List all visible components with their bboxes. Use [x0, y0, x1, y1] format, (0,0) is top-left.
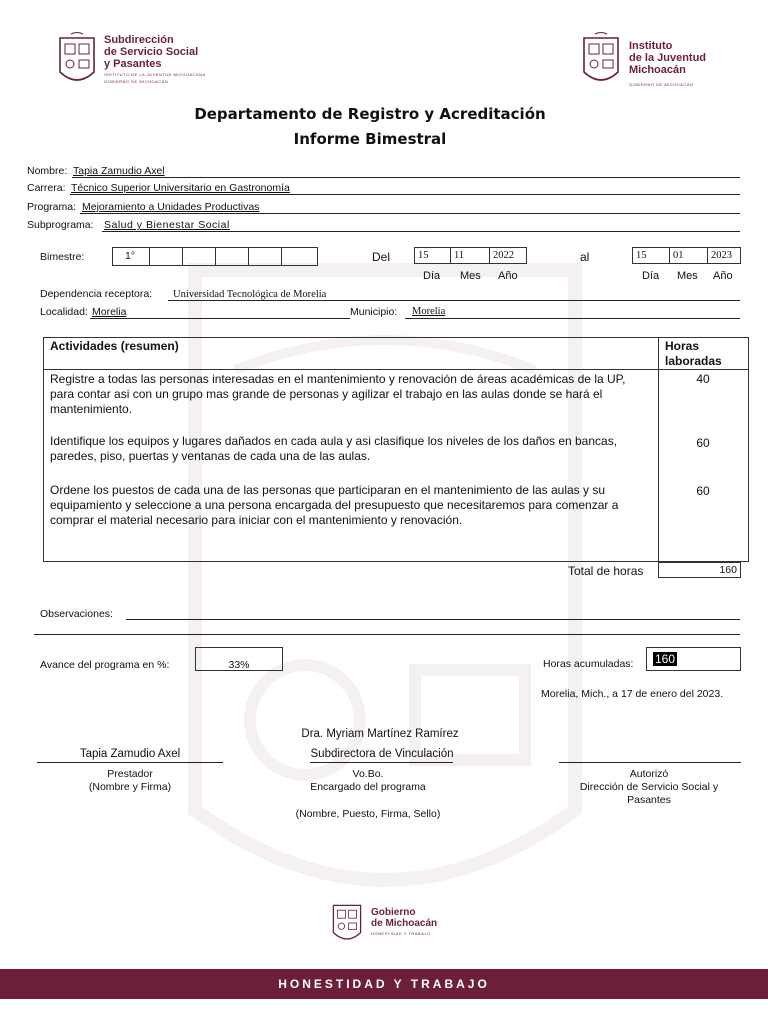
total-hours-value: 160	[658, 562, 741, 578]
nombre-underline	[72, 177, 740, 178]
activities-header: Actividades (resumen)	[50, 339, 179, 353]
prestador-note: (Nombre y Firma)	[88, 781, 172, 793]
prestador-role: Prestador	[107, 768, 153, 780]
right-logo-line2: de la Juventud	[629, 52, 707, 64]
subprograma-underline	[102, 231, 740, 232]
from-anio-label: Año	[498, 270, 518, 282]
observaciones-line2	[34, 634, 740, 635]
activity-item: Identifique los equipos y lugares dañados en cada aula y asi clasifique los niveles de los daños en bancas, paredes, piso, puertas y ventanas de cada una de las aulas.	[50, 434, 618, 463]
carrera-underline	[70, 194, 740, 195]
vobo-name: Dra. Myriam Martínez Ramírez	[301, 728, 459, 740]
del-label: Del	[372, 250, 391, 264]
to-mes-cell: 01	[669, 247, 708, 264]
activity-hours: 60	[696, 436, 710, 450]
vobo-signature-line	[310, 762, 453, 763]
bimestre-cell	[215, 247, 249, 266]
left-logo-line3: y Pasantes	[104, 58, 162, 70]
document-subtitle: Informe Bimestral	[293, 130, 447, 148]
right-logo-line1: Instituto	[629, 40, 673, 52]
autorizo-note1: Dirección de Servicio Social y	[579, 781, 719, 793]
crest-logo-right-icon	[581, 32, 621, 88]
from-dia-label: Día	[423, 270, 441, 282]
avance-value: 33%	[195, 647, 283, 671]
carrera-value: Técnico Superior Universitario en Gastronomía	[71, 182, 290, 194]
footer-logo-line2: de Michoacán	[371, 918, 438, 929]
observaciones-underline	[126, 619, 740, 620]
localidad-underline	[90, 318, 350, 319]
autorizo-signature-line	[559, 762, 741, 763]
bimestre-cell	[182, 247, 216, 266]
subprograma-label: Subprograma:	[27, 219, 94, 231]
hours-body-cell	[658, 369, 749, 562]
place-date: Morelia, Mich., a 17 de enero del 2023.	[541, 688, 724, 700]
municipio-label: Municipio:	[350, 306, 398, 318]
crest-logo-footer-icon	[331, 899, 363, 947]
crest-logo-left-icon	[57, 32, 97, 88]
observaciones-label: Observaciones:	[40, 608, 113, 620]
hours-header-line2: laboradas	[665, 354, 722, 368]
left-logo-sub2: GOBIERNO DE MICHOACÁN	[104, 79, 169, 84]
dependencia-underline	[168, 300, 740, 301]
to-anio-label: Año	[713, 270, 733, 282]
autorizo-role: Autorizó	[629, 768, 669, 780]
nombre-label: Nombre:	[27, 165, 68, 177]
from-mes-cell: 11	[450, 247, 490, 264]
left-logo-sub1: INSTITUTO DE LA JUVENTUD MICHOACANA	[104, 72, 206, 77]
activity-hours: 40	[696, 372, 710, 386]
right-logo-sub1: GOBIERNO DE MICHOACÁN	[629, 82, 694, 87]
vobo-note2: (Nombre, Puesto, Firma, Sello)	[295, 808, 441, 820]
from-dia-cell: 15	[414, 247, 451, 264]
programa-value: Mejoramiento a Unidades Productivas	[82, 201, 260, 213]
subprograma-value: Salud y Bienestar Social	[104, 219, 230, 231]
nombre-value: Tapia Zamudio Axel	[73, 165, 165, 177]
vobo-role: Vo.Bo.	[352, 768, 384, 780]
bimestre-label: Bimestre:	[40, 251, 85, 263]
left-logo-line2: de Servicio Social	[104, 46, 199, 58]
activity-hours: 60	[696, 484, 710, 498]
avance-label: Avance del programa en %:	[40, 659, 170, 671]
localidad-value: Morelia	[92, 306, 127, 318]
activity-item: Registre a todas las personas interesadas en el mantenimiento y renovación de áreas académicas de la UP, para contar asi con un grupo mas grande de personas y agilizar el trabajo en las aulas donde se hará el mantenimiento.	[50, 372, 626, 416]
municipio-underline	[405, 318, 740, 319]
left-logo-line1: Subdirección	[104, 34, 174, 46]
to-mes-label: Mes	[677, 270, 698, 282]
hours-header-line1: Horas	[665, 339, 700, 353]
programa-label: Programa:	[27, 201, 77, 213]
bimestre-value-cell: 1°	[112, 247, 150, 266]
from-mes-label: Mes	[460, 270, 481, 282]
carrera-label: Carrera:	[27, 182, 66, 194]
vobo-note: Encargado del programa	[310, 781, 426, 793]
bimestre-cell	[149, 247, 183, 266]
to-dia-label: Día	[642, 270, 660, 282]
footer-logo-line1: Gobierno	[371, 907, 416, 918]
activity-item: Ordene los puestos de cada una de las personas que participaran en el mantenimiento de las aulas y su equipamiento y seleccione a una persona encargada del presupuesto que necesitaremos para comenzar a comprar el material necesario para iniciar con el mantenimiento y renovación.	[50, 483, 619, 527]
to-anio-cell: 2023	[707, 247, 741, 264]
footer-motto-bar: HONESTIDAD Y TRABAJO	[0, 969, 768, 999]
localidad-label: Localidad:	[40, 306, 88, 318]
document-title: Departamento de Registro y Acreditación	[194, 105, 546, 123]
right-logo-line3: Michoacán	[629, 64, 686, 76]
al-label: al	[580, 250, 590, 264]
total-hours-label: Total de horas	[568, 564, 644, 578]
bimestre-cell	[248, 247, 282, 266]
horas-acumuladas-value: 160	[655, 652, 676, 666]
horas-acumuladas-label: Horas acumuladas:	[543, 658, 634, 670]
dependencia-value: Universidad Tecnológica de Morelia	[173, 289, 327, 300]
vobo-title: Subdirectora de Vinculación	[310, 748, 454, 760]
prestador-name: Tapia Zamudio Axel	[79, 748, 181, 760]
prestador-signature-line	[37, 762, 223, 763]
autorizo-note2: Pasantes	[627, 794, 671, 806]
programa-underline	[80, 213, 740, 214]
to-dia-cell: 15	[632, 247, 670, 264]
footer-logo-sub: HONESTIDAD Y TRABAJO	[371, 931, 431, 936]
from-anio-cell: 2022	[489, 247, 527, 264]
bimestre-cell	[281, 247, 318, 266]
municipio-value: Morelia	[412, 306, 446, 317]
dependencia-label: Dependencia receptora:	[40, 288, 153, 300]
